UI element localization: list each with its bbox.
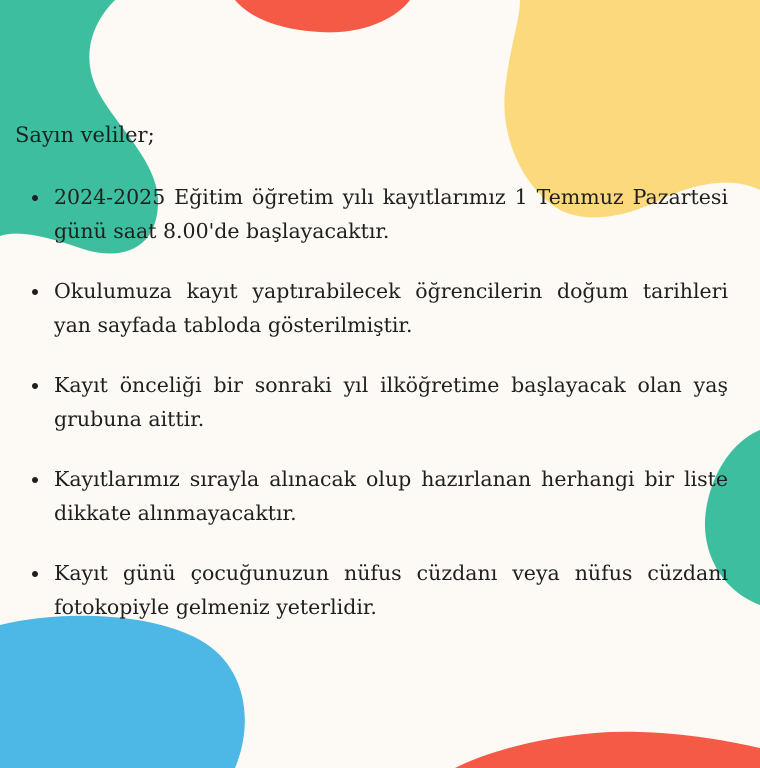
list-item [30,180,728,248]
bullet-icon [32,195,38,201]
bullet-icon [32,477,38,483]
list-item [30,556,728,624]
notice-list [30,180,728,650]
bullet-icon [32,383,38,389]
list-item-text: Kayıt önceliği bir sonraki yıl ilköğretime başlayacak olan yaş grubuna aittir. [54,373,728,431]
list-item-text: Kayıt günü çocuğunuzun nüfus cüzdanı veya nüfus cüzdanı fotokopiyle gelmeniz yeterlidir. [54,561,728,619]
list-item-text: Kayıtlarımız sırayla alınacak olup hazırlanan herhangi bir liste dikkate alınmayacaktır. [54,467,728,525]
list-item [30,462,728,530]
greeting: Sayın veliler; [15,123,155,147]
list-item-text: 2024-2025 Eğitim öğretim yılı kayıtlarımız 1 Temmuz Pazartesi günü saat 8.00'de başlayacaktır. [54,185,728,243]
list-item [30,274,728,342]
bullet-icon [32,571,38,577]
bullet-icon [32,289,38,295]
list-item [30,368,728,436]
list-item-text: Okulumuza kayıt yaptırabilecek öğrencilerin doğum tarihleri yan sayfada tabloda gösterilmiştir. [54,279,728,337]
